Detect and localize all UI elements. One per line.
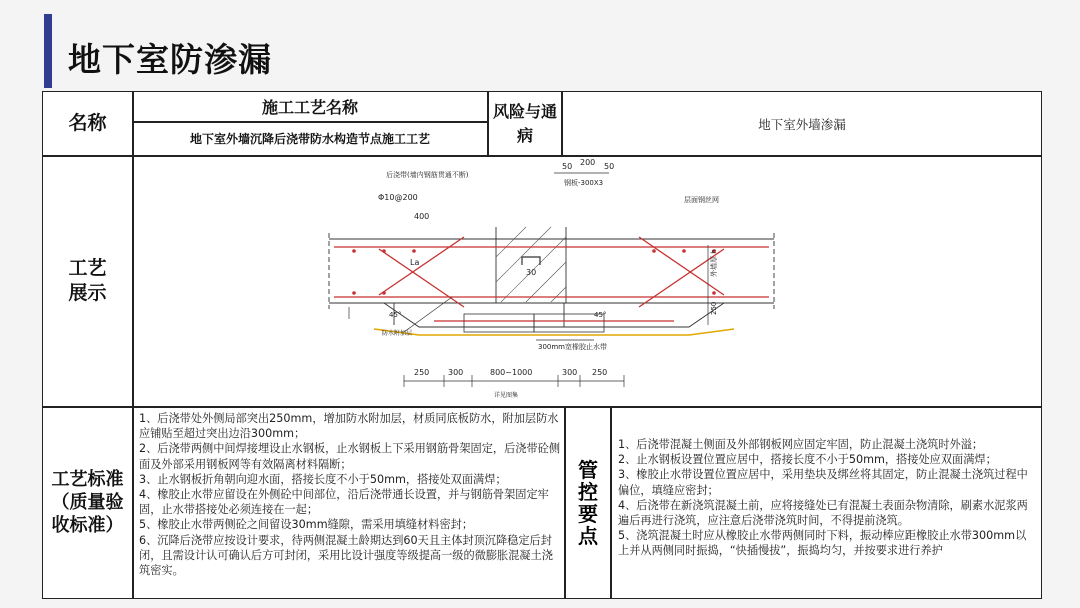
standard-item: 2、后浇带两侧中间焊接埋设止水钢板，止水钢板上下采用钢筋骨架固定，后浇带砼侧面及外部采用钢板网等有效隔离材料隔断； bbox=[139, 442, 561, 471]
dim-30: 30 bbox=[526, 268, 537, 277]
add-layer-label: 防水附加层 bbox=[382, 330, 413, 337]
control-item: 4、后浇带在新浇筑混凝土前，应将接缝处已有混凝土表面杂物清除，刷素水泥浆两遍后再进行浇筑，应注意后浇带浇筑时间，不得提前浇筑。 bbox=[618, 498, 1028, 528]
title-accent-bar bbox=[44, 14, 52, 88]
control-item: 3、橡胶止水带设置位置应居中，采用垫块及绑丝将其固定，防止混凝土浇筑过程中偏位，填缝应密封； bbox=[618, 468, 1028, 497]
control-item: 1、后浇带混凝土侧面及外部钢板网应固定牢固，防止混凝土浇筑时外溢； bbox=[618, 438, 984, 451]
drawing-caption: 详见图集 bbox=[494, 392, 519, 399]
construction-drawing bbox=[134, 157, 1040, 405]
steel-plate-label: 钢板-300X3 bbox=[564, 179, 604, 187]
control-item: 5、浇筑混凝土时应从橡胶止水带两侧同时下料，振动棒应距橡胶止水带300mm以上并从两侧同时振捣，“快插慢拔”，振捣均匀，并按要求进行养护 bbox=[618, 529, 1027, 558]
waterstop-label: 300mm宽橡胶止水带 bbox=[538, 343, 607, 351]
mesh-label: 层面钢丝网 bbox=[684, 196, 719, 204]
dim-250-vertical: 250 bbox=[710, 301, 718, 315]
name-header: 名称 bbox=[68, 112, 107, 135]
band-label: 后浇带(墙内钢筋贯通不断) bbox=[386, 171, 469, 179]
waterproof-detail-drawing bbox=[134, 157, 1040, 405]
risk-header: 风险与通病 bbox=[493, 101, 558, 145]
lap-length-label: La bbox=[410, 258, 420, 267]
dim-400: 400 bbox=[414, 212, 430, 221]
wall-thickness-label: 外墙厚 h bbox=[710, 249, 718, 277]
angle-right: 45° bbox=[594, 311, 607, 319]
bottom-dim-3: 800~1000 bbox=[490, 368, 533, 377]
standard-row-label: 工艺标准（质量验收标准） bbox=[51, 469, 124, 536]
page-title: 地下室防渗漏 bbox=[68, 40, 272, 79]
bottom-dim-2: 300 bbox=[448, 368, 464, 377]
process-name-value: 地下室外墙沉降后浇带防水构造节点施工工艺 bbox=[189, 132, 430, 146]
process-name-header: 施工工艺名称 bbox=[261, 98, 358, 117]
top-dim-mid: 200 bbox=[580, 158, 596, 167]
top-dim-right: 50 bbox=[604, 162, 615, 171]
rebar-label: Φ10@200 bbox=[378, 193, 418, 202]
bottom-dim-1: 250 bbox=[414, 368, 430, 377]
top-dim-left: 50 bbox=[562, 162, 573, 171]
bottom-dim-5: 250 bbox=[592, 368, 608, 377]
standard-item: 4、橡胶止水带应留设在外侧砼中间部位，沿后浇带通长设置，并与钢筋骨架固定牢固，止水带搭接处必须连接在一起； bbox=[139, 488, 549, 517]
bottom-dim-4: 300 bbox=[562, 368, 578, 377]
control-item: 2、止水钢板设置位置应居中，搭接长度不小于50mm，搭接处应双面满焊； bbox=[618, 453, 997, 467]
standard-item: 1、后浇带处外侧局部突出250mm，增加防水附加层，材质同底板防水，附加层防水应铺贴至超过突出边沿300mm； bbox=[139, 412, 559, 441]
display-row-label: 工艺展示 bbox=[68, 257, 107, 304]
angle-left: 45° bbox=[389, 311, 402, 319]
quality-standards bbox=[139, 411, 561, 595]
standard-item: 5、橡胶止水带两侧砼之间留设30mm缝隙，需采用填缝材料密封； bbox=[139, 518, 474, 532]
process-table bbox=[42, 91, 1042, 599]
risk-value: 地下室外墙渗漏 bbox=[758, 116, 846, 132]
control-points bbox=[618, 437, 1033, 595]
standard-item: 3、止水钢板折角朝向迎水面，搭接长度不小于50mm，搭接处双面满焊； bbox=[139, 472, 507, 486]
standard-item: 6、沉降后浇带应按设计要求，待两侧混凝土龄期达到60天且主体封顶沉降稳定后封闭，且需设计认可确认后方可封闭，采用比设计强度等级提高一级的微膨胀混凝土浇筑密实。 bbox=[139, 533, 553, 578]
control-points-header: 管控要点 bbox=[578, 457, 598, 548]
